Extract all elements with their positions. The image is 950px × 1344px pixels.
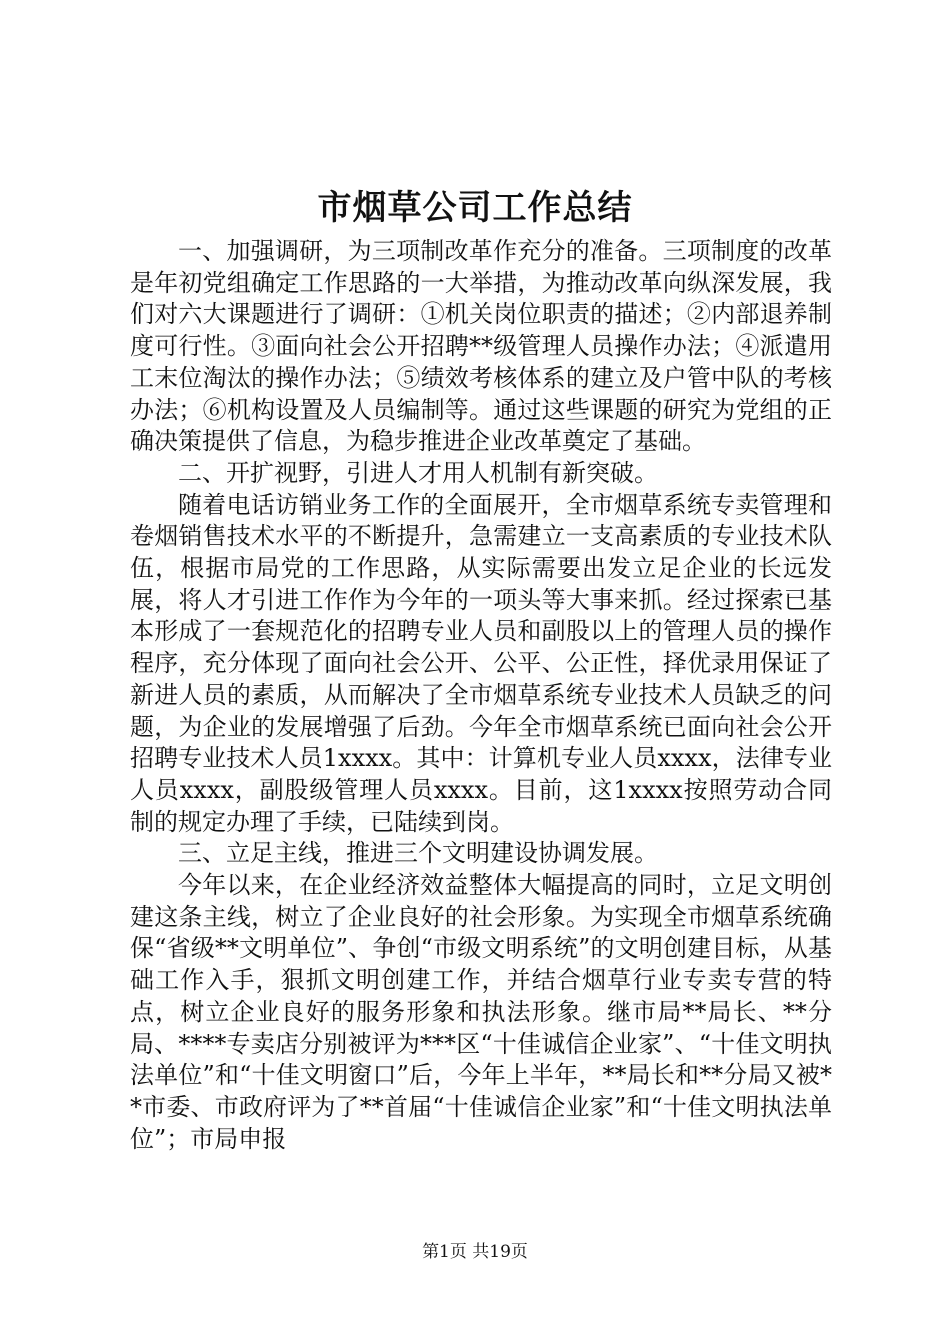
page-number-footer: 第1页 共19页 [422, 1242, 528, 1262]
heading-civilization: 三、立足主线，推进三个文明建设协调发展。 [178, 839, 658, 868]
heading-talent: 二、开扩视野，引进人才用人机制有新突破。 [178, 458, 658, 487]
document-title: 市烟草公司工作总结 [317, 188, 633, 228]
paragraph-research: 一、加强调研，为三项制改革作充分的准备。三项制度的改革是年初党组确定工作思路的一大举措，为推动改革向纵深发展，我们对六大课题进行了调研：①机关岗位职责的描述；②内部退养制度可行性。③面向社会公开招聘**级管理人员操作办法；④派遣用工末位淘汰的操作办法；⑤绩效考核体系的建立及户管中队的考核办法；⑥机构设置及人员编制等。通过这些课题的研究为党组的正确决策提供了信息，为稳步推进企业改革奠定了基础。 [130, 237, 832, 456]
document-body [130, 236, 832, 1155]
paragraph-talent: 随着电话访销业务工作的全面展开，全市烟草系统专卖管理和卷烟销售技术水平的不断提升，急需建立一支高素质的专业技术队伍，根据市局党的工作思路，从实际需要出发立足企业的长远发展，将人才引进工作作为今年的一项头等大事来抓。经过探索已基本形成了一套规范化的招聘专业人员和副股以上的管理人员的操作程序，充分体现了面向社会公开、公平、公正性，择优录用保证了新进人员的素质，从而解决了全市烟草系统专业技术人员缺乏的问题，为企业的发展增强了后劲。今年全市烟草系统已面向社会公开招聘专业技术人员1xxxx。其中：计算机专业人员xxxx，法律专业人员xxxx，副股级管理人员xxxx。目前，这1xxxx按照劳动合同制的规定办理了手续，已陆续到岗。 [130, 490, 832, 836]
paragraph-civilization: 今年以来，在企业经济效益整体大幅提高的同时，立足文明创建这条主线，树立了企业良好的社会形象。为实现全市烟草系统确保“省级**文明单位”、争创“市级文明系统”的文明创建目标，从基础工作入手，狠抓文明创建工作，并结合烟草行业专卖专营的特点，树立企业良好的服务形象和执法形象。继市局**局长、**分局、****专卖店分别被评为***区“十佳诚信企业家”、“十佳文明执法单位”和“十佳文明窗口”后，今年上半年，**局长和**分局又被**市委、市政府评为了**首届“十佳诚信企业家”和“十佳文明执法单位”；市局申报 [130, 871, 832, 1153]
